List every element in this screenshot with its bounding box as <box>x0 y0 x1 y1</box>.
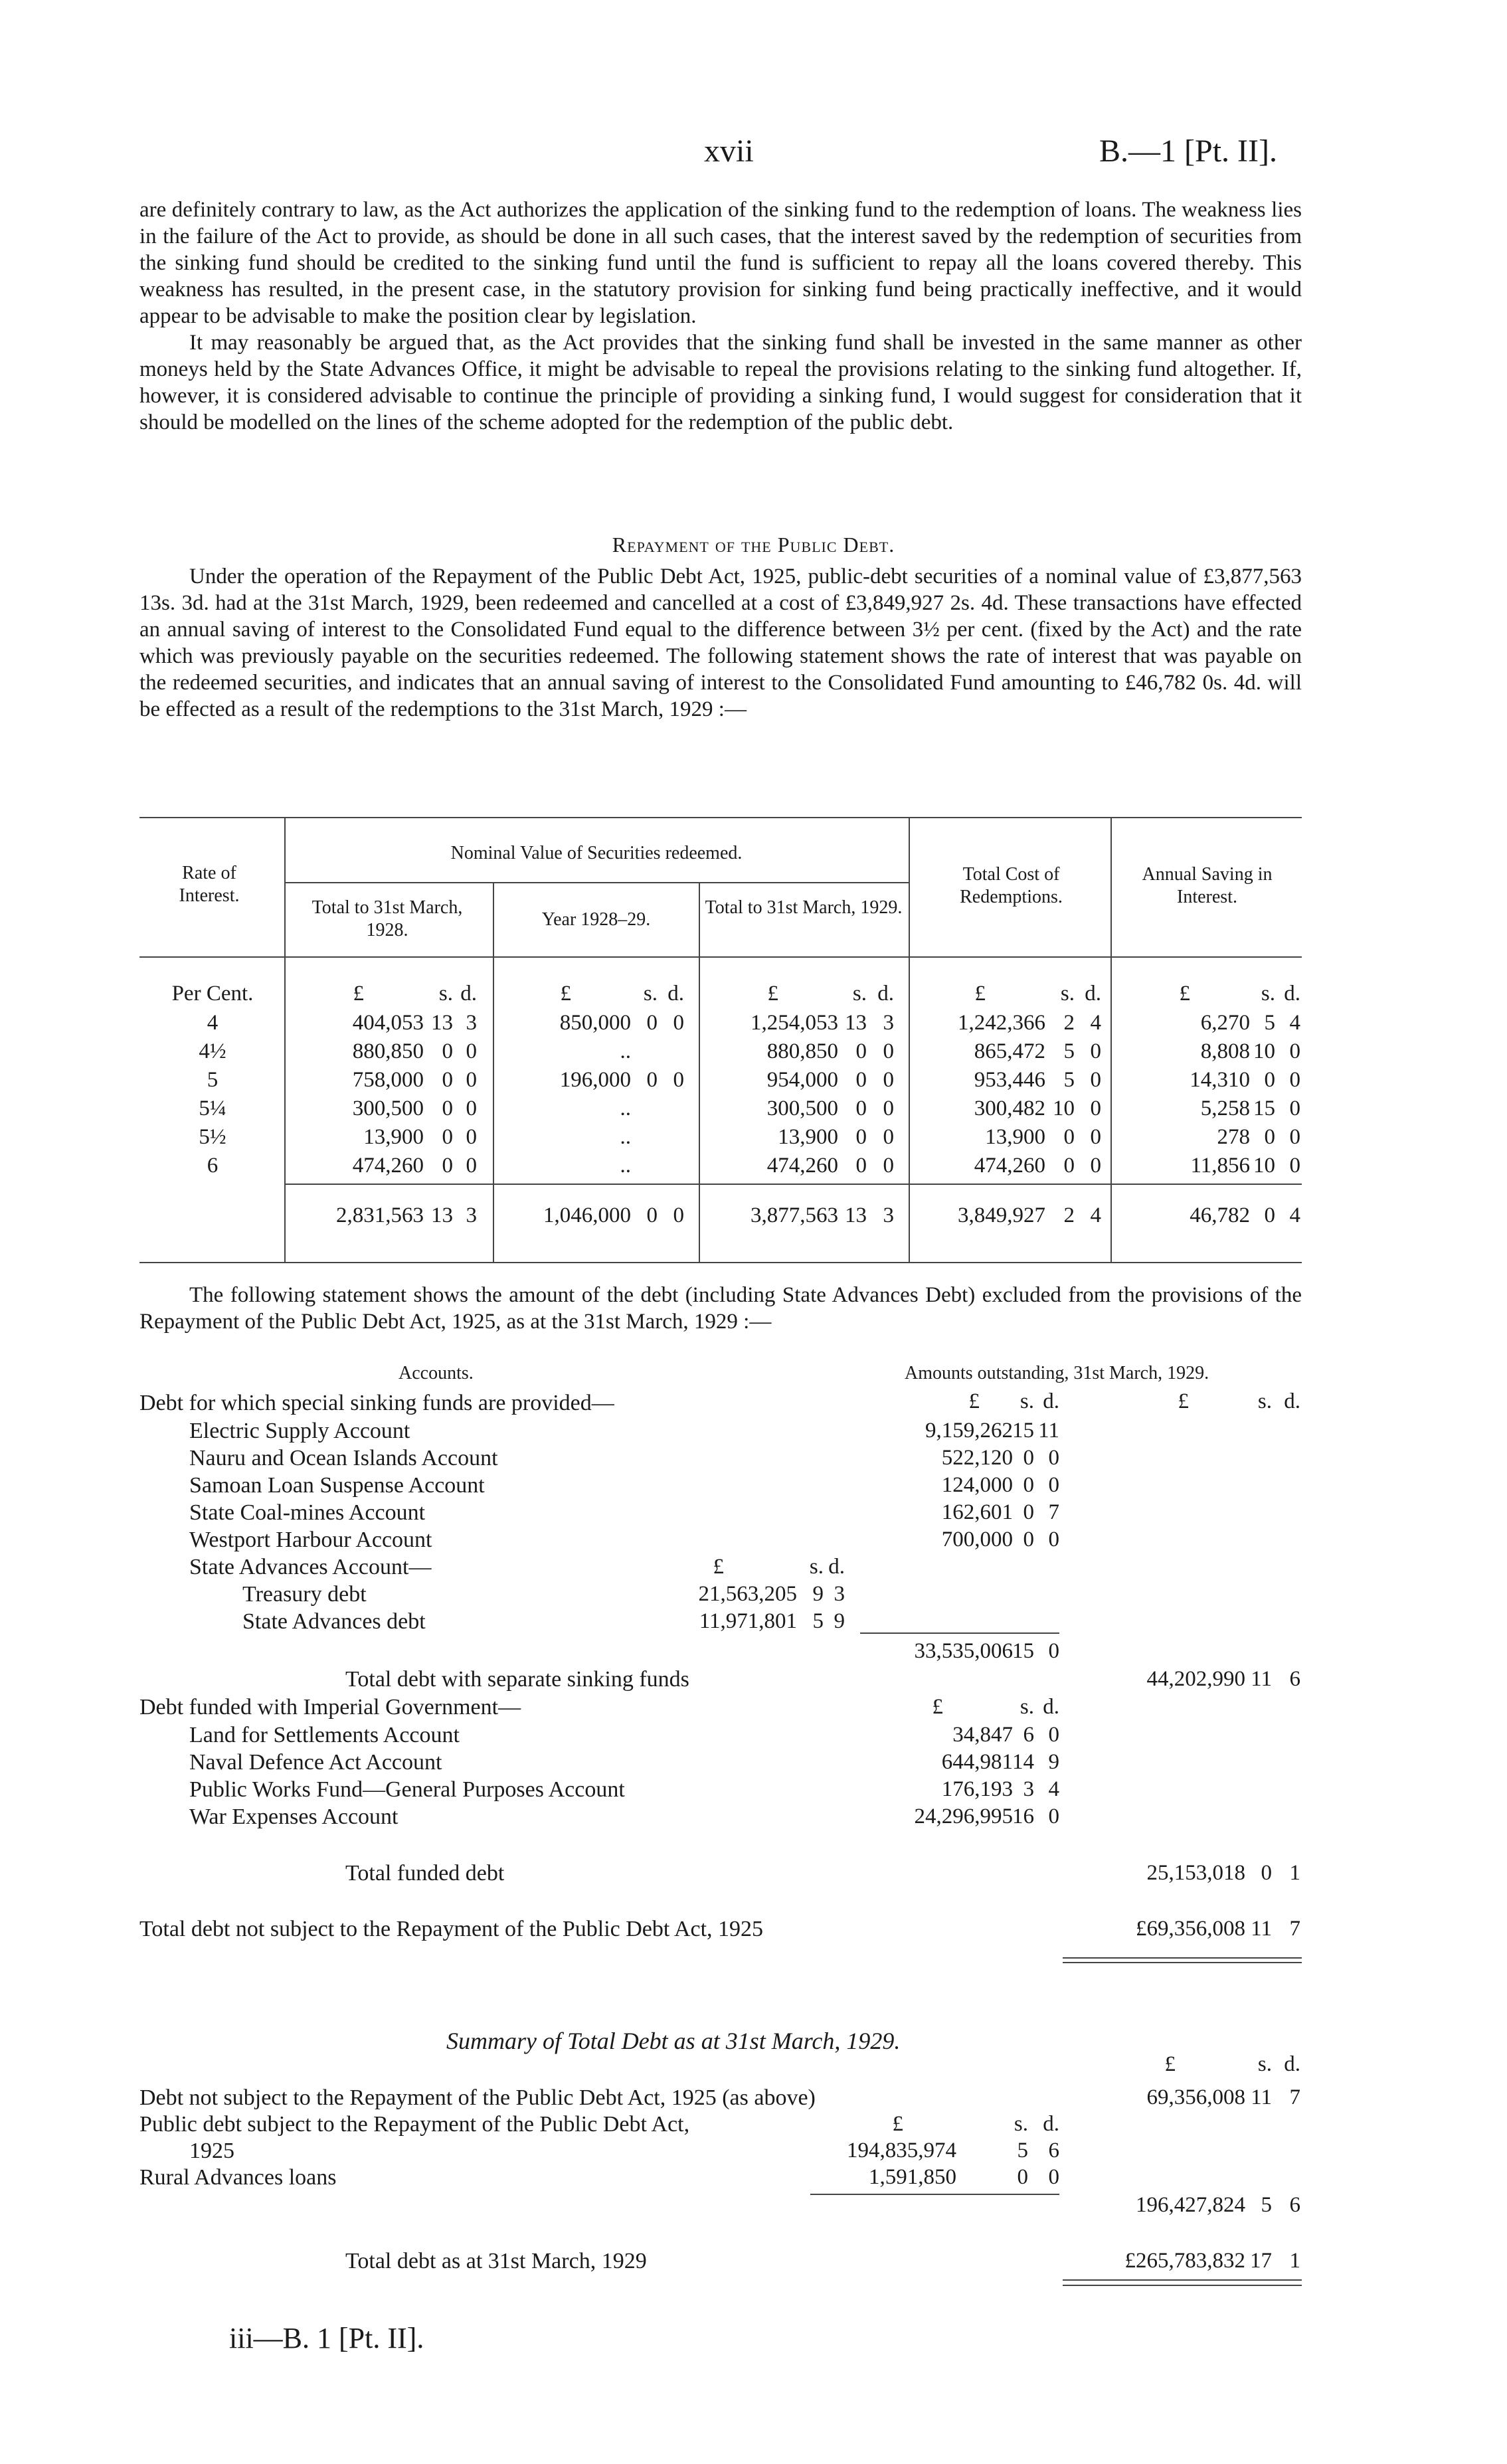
row-c1-pence: 0 <box>466 1125 477 1149</box>
row-c4-shillings: 5 <box>1063 1039 1075 1063</box>
account-label: Nauru and Ocean Islands Account <box>189 1446 498 1470</box>
funded-account-amount-pence: 9 <box>1048 1750 1059 1774</box>
col-accounts-header: Accounts. <box>399 1363 474 1383</box>
summary-row2-pounds: 194,835,974 <box>847 2139 956 2162</box>
row-c4-pounds: 953,446 <box>974 1068 1045 1092</box>
state-advances-amount-pounds: 11,971,801 <box>699 1609 797 1633</box>
row-c5-pence: 0 <box>1289 1097 1300 1120</box>
total-c2-pence: 0 <box>673 1203 684 1227</box>
row-c1-pounds: 404,053 <box>352 1011 424 1035</box>
unit-c2-s: s. <box>643 982 658 1006</box>
account-amount-pence: 0 <box>1048 1446 1059 1470</box>
account-amount-pounds: 700,000 <box>941 1528 1013 1551</box>
row-c1-shillings: 0 <box>442 1154 453 1178</box>
excluded-text: The following statement shows the amount of the debt (including State Advances Debt) excluded from the provisions of the Repayment of the Public Debt Act, 1925, as at the 31st March, 1929 :— <box>139 1283 1302 1334</box>
total-c3-pounds: 3,877,563 <box>751 1203 838 1227</box>
section2-total-pounds: 25,153,018 <box>1146 1861 1245 1885</box>
row-c2-pounds: .. <box>620 1154 631 1178</box>
section1-total-pounds: 44,202,990 <box>1146 1667 1245 1691</box>
summary-row3-pounds: 1,591,850 <box>869 2165 956 2189</box>
total-c2-shillings: 0 <box>646 1203 658 1227</box>
sum-pound: £ <box>1164 2052 1176 2076</box>
row-c3-shillings: 0 <box>855 1154 867 1178</box>
unit-c2-d: d. <box>667 982 684 1006</box>
unit-c5-s: s. <box>1261 982 1275 1006</box>
section2-title: Debt funded with Imperial Government— <box>139 1695 521 1719</box>
sa-s: s. <box>809 1555 824 1579</box>
row-c1-shillings: 0 <box>442 1125 453 1149</box>
sum-s: s. <box>1257 2052 1272 2076</box>
row-c1-pence: 0 <box>466 1039 477 1063</box>
section2-total-label: Total funded debt <box>345 1861 505 1886</box>
summary-row3-label: Rural Advances loans <box>139 2165 337 2190</box>
unit-c2-pound: £ <box>560 982 571 1006</box>
summary-subtotal-pence: 6 <box>1289 2193 1300 2217</box>
unit-rate: Per Cent. <box>171 982 254 1006</box>
rate-value: 6 <box>207 1154 219 1178</box>
row-c3-pence: 0 <box>883 1097 894 1120</box>
unit-c4-d: d. <box>1085 982 1101 1006</box>
row-c1-pounds: 13,900 <box>363 1125 424 1149</box>
row-c3-pounds: 954,000 <box>766 1068 838 1092</box>
row-c4-shillings: 2 <box>1063 1011 1075 1035</box>
state-advances-item: State Advances debt <box>242 1609 426 1634</box>
row-c5-pounds: 6,270 <box>1200 1011 1250 1035</box>
total-c2-pounds: 1,046,000 <box>543 1203 631 1227</box>
row-c1-pounds: 474,260 <box>352 1154 424 1178</box>
account-label: State Coal-mines Account <box>189 1500 426 1525</box>
account-amount-pounds: 162,601 <box>941 1500 1013 1524</box>
summary-row1-pounds: 69,356,008 <box>1146 2085 1245 2109</box>
state-advances-total-shillings: 15 <box>1012 1639 1034 1663</box>
account-amount-shillings: 0 <box>1023 1446 1034 1470</box>
header-rate: Rate of Interest. <box>179 863 240 906</box>
section2-total-shillings: 0 <box>1261 1861 1272 1885</box>
summary-row3-shillings: 0 <box>1017 2165 1028 2189</box>
unit-c1-s: s. <box>438 982 453 1006</box>
row-c5-shillings: 0 <box>1264 1068 1275 1092</box>
total-c1-pence: 3 <box>466 1203 477 1227</box>
header-total-1929: Total to 31st March, 1929. <box>705 897 903 918</box>
unit-c4-s: s. <box>1060 982 1075 1006</box>
summary-title: Summary of Total Debt as at 31st March, 1929. <box>446 2028 901 2054</box>
row-c3-shillings: 0 <box>855 1097 867 1120</box>
funded-account-amount-pence: 0 <box>1048 1723 1059 1747</box>
summary-total-pounds: £265,783,832 <box>1124 2249 1245 2273</box>
row-c4-pence: 4 <box>1090 1011 1101 1035</box>
row-c3-shillings: 0 <box>855 1039 867 1063</box>
unit-c3-pound: £ <box>767 982 778 1006</box>
row-c4-pence: 0 <box>1090 1154 1101 1178</box>
row-c5-pounds: 8,808 <box>1200 1039 1250 1063</box>
row-c5-shillings: 5 <box>1264 1011 1275 1035</box>
funded-account-amount-pounds: 34,847 <box>952 1723 1013 1747</box>
intro-text <box>139 197 1302 436</box>
funded-account-amount-pence: 4 <box>1048 1777 1059 1801</box>
unit-c5-d: d. <box>1284 982 1300 1006</box>
funded-account-amount-pounds: 24,296,995 <box>914 1804 1013 1828</box>
unit-c3-s: s. <box>852 982 867 1006</box>
account-amount-shillings: 0 <box>1023 1528 1034 1551</box>
row-c1-pence: 3 <box>466 1011 477 1035</box>
summary-row1-label: Debt not subject to the Repayment of the Public Debt Act, 1925 (as above) <box>139 2085 816 2110</box>
row-c4-shillings: 5 <box>1063 1068 1075 1092</box>
total-c5-pence: 4 <box>1289 1203 1300 1227</box>
document-reference: B.—1 [Pt. II]. <box>1099 133 1277 169</box>
row-c1-shillings: 0 <box>442 1097 453 1120</box>
summary-row1-shillings: 11 <box>1251 2085 1272 2109</box>
account-label: Samoan Loan Suspense Account <box>189 1473 485 1498</box>
row-c3-pounds: 880,850 <box>766 1039 838 1063</box>
row-c4-pence: 0 <box>1090 1039 1101 1063</box>
funded-account-amount-shillings: 6 <box>1023 1723 1034 1747</box>
section1-total-shillings: 11 <box>1251 1667 1272 1691</box>
s2-pound: £ <box>932 1695 943 1719</box>
unit-c1-pound: £ <box>353 982 364 1006</box>
funded-account-amount-pounds: 644,981 <box>941 1750 1013 1774</box>
row-c4-pounds: 300,482 <box>974 1097 1045 1120</box>
row-c5-shillings: 10 <box>1253 1154 1275 1178</box>
funded-account-label: Land for Settlements Account <box>189 1723 460 1747</box>
unit-c5-pound: £ <box>1179 982 1190 1006</box>
row-c3-pounds: 300,500 <box>766 1097 838 1120</box>
row-c3-shillings: 0 <box>855 1068 867 1092</box>
row-c4-shillings: 0 <box>1063 1125 1075 1149</box>
header-cost: Total Cost of Redemptions. <box>960 864 1063 907</box>
section-heading: Repayment of the Public Debt. <box>612 533 895 557</box>
row-c2-pence: 0 <box>673 1011 684 1035</box>
state-advances-total-pounds: 33,535,006 <box>914 1639 1013 1663</box>
row-c1-pence: 0 <box>466 1097 477 1120</box>
row-c4-shillings: 10 <box>1053 1097 1075 1120</box>
amounts-pound-1: £ <box>968 1389 980 1413</box>
unit-c1-d: d. <box>460 982 477 1006</box>
funded-account-amount-shillings: 16 <box>1012 1804 1034 1828</box>
row-c3-pence: 0 <box>883 1125 894 1149</box>
row-c5-pounds: 278 <box>1217 1125 1250 1149</box>
header-year: Year 1928–29. <box>541 909 651 930</box>
row-c1-pounds: 880,850 <box>352 1039 424 1063</box>
funded-account-amount-shillings: 14 <box>1012 1750 1034 1774</box>
rate-value: 5 <box>207 1068 219 1092</box>
row-c5-pence: 4 <box>1289 1011 1300 1035</box>
unit-c3-d: d. <box>877 982 894 1006</box>
row-c1-pence: 0 <box>466 1154 477 1178</box>
amounts-pound-2: £ <box>1178 1389 1189 1413</box>
amounts-d-2: d. <box>1284 1389 1300 1413</box>
excluded-paragraph <box>139 1282 1302 1335</box>
state-advances-total-pence: 0 <box>1048 1639 1059 1663</box>
summary-row1-pence: 7 <box>1289 2085 1300 2109</box>
row-c3-shillings: 13 <box>845 1011 867 1035</box>
account-amount-pounds: 9,159,262 <box>925 1419 1013 1443</box>
row-c4-pence: 0 <box>1090 1125 1101 1149</box>
footer-reference: iii—B. 1 [Pt. II]. <box>229 2322 424 2354</box>
s2-d: d. <box>1043 1695 1059 1719</box>
account-label: Electric Supply Account <box>189 1419 410 1443</box>
row-c4-pounds: 865,472 <box>974 1039 1045 1063</box>
row-c3-pounds: 13,900 <box>778 1125 838 1149</box>
total-c4-pence: 4 <box>1090 1203 1101 1227</box>
summary-total-shillings: 17 <box>1250 2249 1272 2273</box>
summary-total-pence: 1 <box>1289 2249 1300 2273</box>
total-c1-pounds: 2,831,563 <box>336 1203 424 1227</box>
account-amount-shillings: 0 <box>1023 1500 1034 1524</box>
row-c4-shillings: 0 <box>1063 1154 1075 1178</box>
row-c3-pence: 0 <box>883 1154 894 1178</box>
state-advances-amount-pounds: 21,563,205 <box>698 1582 797 1606</box>
account-label: Westport Harbour Account <box>189 1528 432 1552</box>
sum-a-s: s. <box>1014 2112 1028 2136</box>
page-number: xvii <box>704 133 754 169</box>
row-c5-pounds: 11,856 <box>1190 1154 1250 1178</box>
row-c4-pounds: 474,260 <box>974 1154 1045 1178</box>
summary-total-label: Total debt as at 31st March, 1929 <box>345 2249 647 2273</box>
sum-a-d: d. <box>1043 2112 1059 2136</box>
sum-d: d. <box>1284 2052 1300 2076</box>
state-advances-label: State Advances Account— <box>189 1555 432 1579</box>
account-amount-pence: 7 <box>1048 1500 1059 1524</box>
summary-subtotal-pounds: 196,427,824 <box>1136 2193 1245 2217</box>
row-c2-pounds: .. <box>620 1125 631 1149</box>
row-c5-pence: 0 <box>1289 1154 1300 1178</box>
sum-a-pound: £ <box>892 2112 903 2136</box>
account-amount-pence: 0 <box>1048 1528 1059 1551</box>
row-c5-shillings: 10 <box>1253 1039 1275 1063</box>
section2-total-pence: 1 <box>1289 1861 1300 1885</box>
sa-pound: £ <box>713 1555 724 1579</box>
state-advances-amount-shillings: 5 <box>812 1609 824 1633</box>
s2-s: s. <box>1019 1695 1034 1719</box>
account-amount-pounds: 522,120 <box>941 1446 1013 1470</box>
state-advances-amount-pence: 3 <box>834 1582 845 1606</box>
row-c2-pence: 0 <box>673 1068 684 1092</box>
account-amount-shillings: 0 <box>1023 1473 1034 1497</box>
grand-total-label: Total debt not subject to the Repayment of the Public Debt Act, 1925 <box>139 1917 764 1941</box>
intro-paragraph-2: It may reasonably be argued that, as the Act provides that the sinking fund shall be invested in the same manner as other moneys held by the State Advances Office, it might be advisable to repeal the provisions relating to the sinking fund altogether. If, however, it is considered advisable to continue the principle of providing a sinking fund, I would suggest for consideration that it should be modelled on the lines of the scheme adopted for the redemption of the public debt. <box>139 331 1302 434</box>
row-c5-pounds: 5,258 <box>1200 1097 1250 1120</box>
funded-account-label: Naval Defence Act Account <box>189 1750 442 1775</box>
row-c2-shillings: 0 <box>646 1068 658 1092</box>
amounts-d-1: d. <box>1043 1389 1059 1413</box>
row-c4-pounds: 13,900 <box>985 1125 1045 1149</box>
grand-total-pence: 7 <box>1289 1917 1300 1941</box>
total-c5-shillings: 0 <box>1264 1203 1275 1227</box>
grand-total-shillings: 11 <box>1251 1917 1272 1941</box>
row-c3-pence: 0 <box>883 1039 894 1063</box>
section1-title: Debt for which special sinking funds are provided— <box>139 1391 614 1415</box>
grand-total-pounds: £69,356,008 <box>1136 1917 1245 1941</box>
row-c2-pounds: .. <box>620 1039 631 1063</box>
account-amount-shillings: 15 <box>1012 1419 1034 1443</box>
state-advances-amount-shillings: 9 <box>812 1582 824 1606</box>
row-c1-shillings: 13 <box>431 1011 453 1035</box>
rate-value: 5¼ <box>199 1097 226 1120</box>
row-c3-pence: 0 <box>883 1068 894 1092</box>
row-c3-pounds: 1,254,053 <box>751 1011 838 1035</box>
total-c1-shillings: 13 <box>431 1203 453 1227</box>
rate-value: 4½ <box>199 1039 226 1063</box>
col-amounts-header: Amounts outstanding, 31st March, 1929. <box>905 1363 1209 1383</box>
funded-account-label: Public Works Fund—General Purposes Account <box>189 1777 625 1802</box>
state-advances-amount-pence: 9 <box>834 1609 845 1633</box>
row-c5-pence: 0 <box>1289 1125 1300 1149</box>
row-c3-shillings: 0 <box>855 1125 867 1149</box>
funded-account-label: War Expenses Account <box>189 1804 399 1829</box>
funded-account-amount-pounds: 176,193 <box>941 1777 1013 1801</box>
account-amount-pence: 0 <box>1048 1473 1059 1497</box>
intro-paragraph-1: are definitely contrary to law, as the Act authorizes the application of the sinking fund to the redemption of loans. The weakness lies in the failure of the Act to provide, as should be done in all such cases, that the interest saved by the redemption of securities from the sinking fund should be credited to the sinking fund until the fund is sufficient to repay all the loans covered thereby. This weakness has resulted, in the present case, in the statutory provision for sinking fund being practically ineffective, and it would appear to be advisable to make the position clear by legislation. <box>139 198 1302 328</box>
row-c2-pounds: 196,000 <box>559 1068 631 1092</box>
summary-subtotal-shillings: 5 <box>1261 2193 1272 2217</box>
repayment-text: Under the operation of the Repayment of the Public Debt Act, 1925, public-debt securities of a nominal value of £3,877,563 13s. 3d. had at the 31st March, 1929, been redeemed and cancelled at a cost of £3,849,927 2s. 4d. These transactions have effected an annual saving of interest to the Consolidated Fund equal to the difference between 3½ per cent. (fixed by the Act) and the rate which was previously payable on the securities redeemed. The following statement shows the rate of interest that was payable on the redeemed securities, and indicates that an annual saving of interest to the Consolidated Fund amounting to £46,782 0s. 4d. will be effected as a result of the redemptions to the 31st March, 1929 :— <box>139 565 1302 721</box>
summary-row3-pence: 0 <box>1048 2165 1059 2189</box>
amounts-s-2: s. <box>1257 1389 1272 1413</box>
sa-d: d. <box>828 1555 845 1579</box>
row-c5-shillings: 0 <box>1264 1125 1275 1149</box>
row-c5-shillings: 15 <box>1253 1097 1275 1120</box>
total-c3-pence: 3 <box>883 1203 894 1227</box>
total-c4-pounds: 3,849,927 <box>958 1203 1045 1227</box>
row-c5-pence: 0 <box>1289 1068 1300 1092</box>
row-c5-pounds: 14,310 <box>1190 1068 1250 1092</box>
row-c2-pounds: .. <box>620 1097 631 1120</box>
row-c5-pence: 0 <box>1289 1039 1300 1063</box>
row-c2-pounds: 850,000 <box>559 1011 631 1035</box>
state-advances-item: Treasury debt <box>242 1582 367 1607</box>
header-total-1928: Total to 31st March, 1928. <box>311 897 463 940</box>
header-nominal: Nominal Value of Securities redeemed. <box>450 843 743 863</box>
row-c3-pounds: 474,260 <box>766 1154 838 1178</box>
row-c4-pounds: 1,242,366 <box>958 1011 1045 1035</box>
summary-row2-year: 1925 <box>189 2139 234 2163</box>
row-c3-pence: 3 <box>883 1011 894 1035</box>
account-amount-pounds: 124,000 <box>941 1473 1013 1497</box>
total-c4-shillings: 2 <box>1063 1203 1075 1227</box>
row-c1-shillings: 0 <box>442 1039 453 1063</box>
header-saving: Annual Saving in Interest. <box>1142 864 1273 907</box>
rate-value: 4 <box>207 1011 219 1035</box>
row-c1-pounds: 300,500 <box>352 1097 424 1120</box>
funded-account-amount-pence: 0 <box>1048 1804 1059 1828</box>
total-c3-shillings: 13 <box>845 1203 867 1227</box>
row-c1-pence: 0 <box>466 1068 477 1092</box>
row-c4-pence: 0 <box>1090 1068 1101 1092</box>
account-amount-pence: 11 <box>1038 1419 1059 1443</box>
amounts-s-1: s. <box>1019 1389 1034 1413</box>
row-c1-shillings: 0 <box>442 1068 453 1092</box>
unit-c4-pound: £ <box>974 982 986 1006</box>
row-c4-pence: 0 <box>1090 1097 1101 1120</box>
rate-value: 5½ <box>199 1125 226 1149</box>
row-c2-shillings: 0 <box>646 1011 658 1035</box>
row-c1-pounds: 758,000 <box>352 1068 424 1092</box>
total-c5-pounds: 46,782 <box>1190 1203 1250 1227</box>
section1-total-label: Total debt with separate sinking funds <box>345 1667 689 1692</box>
funded-account-amount-shillings: 3 <box>1023 1777 1034 1801</box>
summary-row2-pence: 6 <box>1048 2139 1059 2162</box>
repayment-paragraph <box>139 563 1302 723</box>
summary-row2-shillings: 5 <box>1017 2139 1028 2162</box>
section1-total-pence: 6 <box>1289 1667 1300 1691</box>
summary-row2-label: Public debt subject to the Repayment of the Public Debt Act, <box>139 2112 690 2137</box>
